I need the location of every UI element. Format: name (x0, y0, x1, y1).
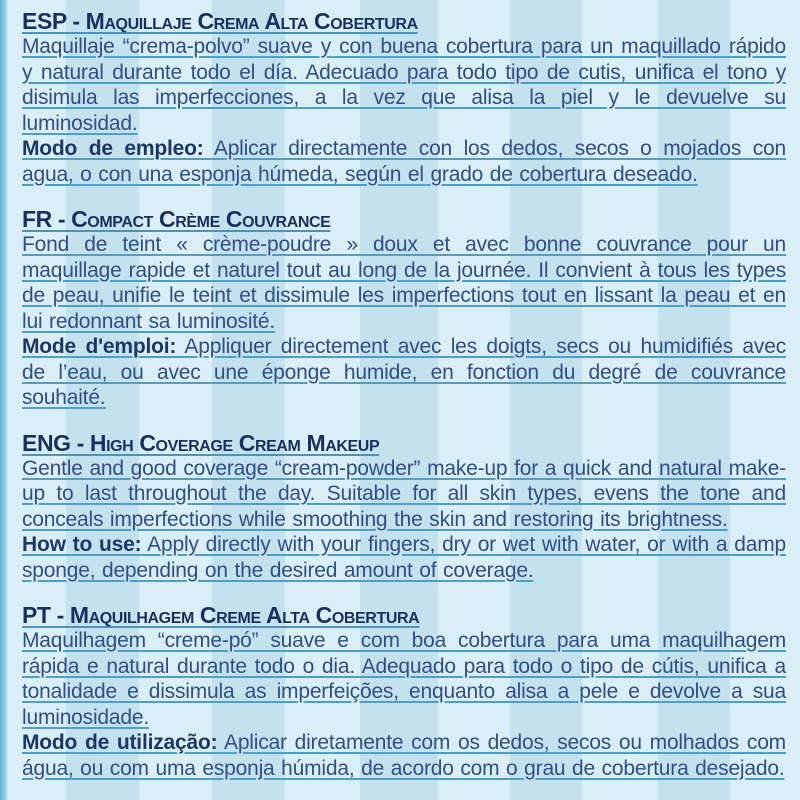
label-text-area (22, 8, 786, 781)
section-body-esp: Maquillaje “crema-polvo” suave y con buena cobertura para un maquillado rápido y natural durante todo el día. Adecuado para todo tipo de cutis, unifica el tono y disimula las imperfecciones, a la vez que alisa la piel y le devuelve su luminosidad. (22, 35, 786, 135)
section-usage-fr (22, 334, 786, 411)
language-section-esp (22, 8, 786, 187)
language-section-fr (22, 206, 786, 411)
section-usage-esp (22, 136, 786, 187)
usage-text-fr: Appliquer directement avec les doigts, secs ou humidifiés avec de l’eau, ou avec une éponge humide, en fonction du degré de couvrance souhaité. (22, 335, 786, 409)
section-body-eng: Gentle and good coverage “cream-powder” make-up for a quick and natural make-up to last throughout the day. Suitable for all skin types, evens the tone and conceals imperfections while smoothing the skin and restoring its brightness. (22, 456, 786, 531)
usage-text-eng: Apply directly with your fingers, dry or wet with water, or with a damp sponge, depending on the desired amount of coverage. (22, 533, 787, 582)
language-section-pt (22, 602, 786, 781)
section-heading-fr: FR - Compact Crème Couvrance (22, 206, 331, 232)
usage-text-pt: Aplicar diretamente com os dedos, secos ou molhados com água, ou com uma esponja húmida, de acordo com o grau de cobertura desejado. (22, 731, 786, 780)
section-heading-eng: ENG - High Coverage Cream Makeup (22, 429, 380, 456)
section-usage-eng (22, 532, 786, 583)
usage-text-esp: Aplicar directamente con los dedos, secos o mojados con agua, o con una esponja húmeda, según el grado de cobertura deseado. (22, 137, 786, 186)
section-heading-pt: PT - Maquilhagem Creme Alta Cobertura (22, 602, 420, 628)
left-edge-bar (0, 0, 7, 800)
section-heading-esp: ESP - Maquillaje Crema Alta Cobertura (22, 8, 418, 34)
language-section-eng (22, 430, 786, 584)
section-body-pt: Maquilhagem “creme-pó” suave e com boa cobertura para uma maquilhagem rápida e natural durante todo o dia. Adequado para todo o tipo de cútis, unifica a tonalidade e dissimula as imperfeições, enquanto alisa a pele e devolve a sua luminosidade. (22, 629, 786, 729)
usage-label-fr: Mode d'emploi: (22, 335, 177, 358)
section-usage-pt (22, 730, 786, 781)
usage-label-esp: Modo de empleo: (22, 137, 204, 160)
usage-label-pt: Modo de utilização: (22, 731, 218, 754)
usage-label-eng: How to use: (22, 533, 142, 556)
section-body-fr: Fond de teint « crème-poudre » doux et avec bonne couvrance pour un maquillage rapide et naturel tout au long de la journée. Il convient à tous les types de peau, unifie le teint et dissimule les imperfections tout en lissant la peau et en lui redonnant sa luminosité. (22, 233, 786, 333)
